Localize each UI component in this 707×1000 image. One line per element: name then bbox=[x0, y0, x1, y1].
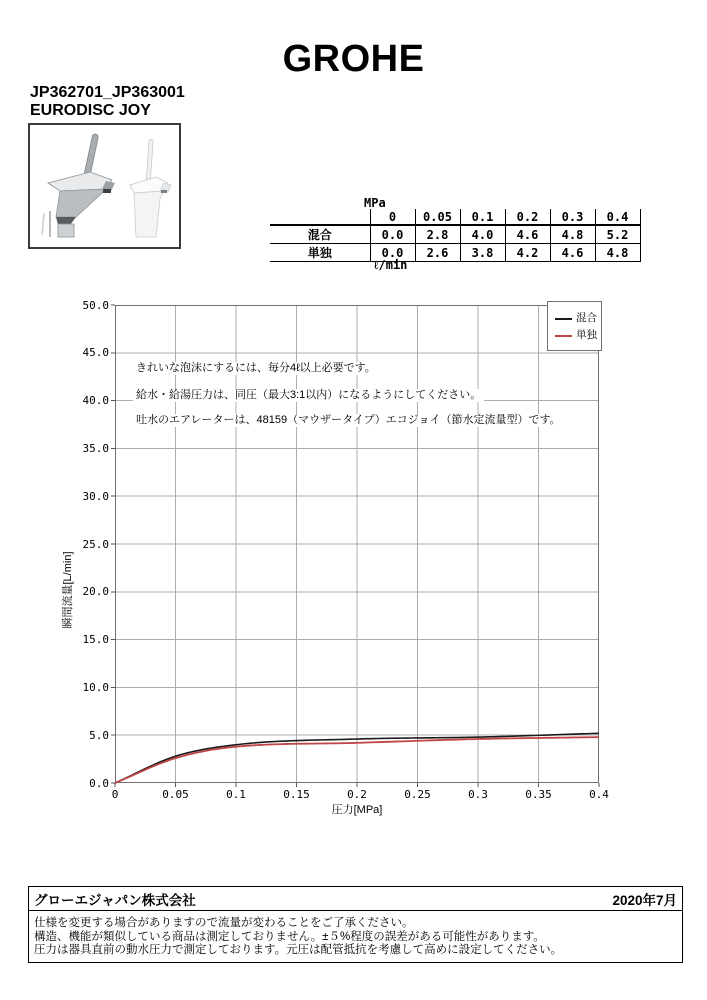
flow-rate-table bbox=[270, 209, 641, 262]
table-corner-cell bbox=[270, 209, 370, 225]
flow-value-cell: 4.6 bbox=[505, 225, 550, 244]
faucet-product-image bbox=[30, 125, 179, 247]
flow-value-cell: 0.0 bbox=[370, 225, 415, 244]
pressure-header-cell: 0.1 bbox=[460, 209, 505, 225]
y-tick-label: 45.0 bbox=[82, 346, 109, 360]
product-image-box bbox=[28, 123, 181, 249]
footer-header bbox=[29, 887, 682, 911]
legend-item-single bbox=[555, 327, 601, 344]
x-axis-title: 圧力[MPa] bbox=[331, 804, 383, 816]
pressure-header-cell: 0.4 bbox=[595, 209, 640, 225]
product-code: JP362701_JP363001 bbox=[30, 84, 185, 101]
y-tick-label: 20.0 bbox=[82, 585, 109, 599]
pressure-header-cell: 0.2 bbox=[505, 209, 550, 225]
y-tick-label: 10.0 bbox=[82, 680, 109, 694]
x-tick-label: 0.3 bbox=[468, 788, 488, 801]
footer-note: 仕様を変更する場合がありますので流量が変わることをご了承ください。 bbox=[34, 917, 414, 929]
y-tick-label: 40.0 bbox=[82, 394, 109, 408]
footer-notes bbox=[29, 911, 682, 962]
flow-chart-plot bbox=[115, 305, 599, 783]
legend-label: 混合 bbox=[576, 312, 597, 324]
y-tick-label: 50.0 bbox=[82, 298, 109, 312]
flow-value-cell: 4.6 bbox=[550, 244, 595, 262]
pressure-header-cell: 0.05 bbox=[415, 209, 460, 225]
y-tick-label: 35.0 bbox=[82, 441, 109, 455]
y-tick-label: 30.0 bbox=[82, 489, 109, 503]
y-tick-label: 25.0 bbox=[82, 537, 109, 551]
x-tick-label: 0.4 bbox=[589, 788, 609, 801]
x-tick-label: 0.35 bbox=[525, 788, 552, 801]
flow-value-cell: 4.8 bbox=[550, 225, 595, 244]
flow-value-cell: 4.0 bbox=[460, 225, 505, 244]
chart-legend bbox=[547, 301, 602, 351]
x-tick-label: 0.05 bbox=[162, 788, 189, 801]
pressure-header-cell: 0.3 bbox=[550, 209, 595, 225]
legend-label: 単独 bbox=[576, 329, 597, 341]
table-row-single bbox=[270, 244, 640, 262]
y-axis-title: 瞬間流量[L/min] bbox=[62, 551, 74, 629]
legend-item-mixed bbox=[555, 310, 601, 327]
chart-annotation: 吐水のエアレーターは、48159（マウザータイプ）エコジョイ（節水定流量型）です。 bbox=[133, 414, 564, 427]
y-tick-label: 0.0 bbox=[89, 776, 109, 790]
row-label: 単独 bbox=[270, 244, 370, 262]
table-row-mixed bbox=[270, 225, 640, 244]
flow-unit-label: ℓ/min bbox=[374, 258, 408, 272]
flow-value-cell: 4.2 bbox=[505, 244, 550, 262]
legend-line-mixed-icon bbox=[555, 318, 572, 320]
x-tick-label: 0.2 bbox=[347, 788, 367, 801]
x-tick-label: 0.25 bbox=[404, 788, 431, 801]
footer-note: 圧力は器具直前の動水圧力で測定しております。元圧は配管抵抗を考慮して高めに設定してください。 bbox=[34, 944, 563, 956]
x-tick-label: 0.15 bbox=[283, 788, 310, 801]
flow-value-cell: 5.2 bbox=[595, 225, 640, 244]
table-header-row bbox=[270, 209, 640, 225]
flow-value-cell: 0.0 bbox=[370, 244, 415, 262]
flow-value-cell: 3.8 bbox=[460, 244, 505, 262]
row-label: 混合 bbox=[270, 225, 370, 244]
pressure-header-cell: 0 bbox=[370, 209, 415, 225]
y-tick-label: 15.0 bbox=[82, 633, 109, 647]
x-tick-label: 0.1 bbox=[226, 788, 246, 801]
brand-logo: GROHE bbox=[282, 38, 425, 80]
pressure-unit-label: MPa bbox=[364, 196, 386, 210]
flow-value-cell: 2.6 bbox=[415, 244, 460, 262]
y-tick-label: 5.0 bbox=[89, 728, 109, 742]
footer-box bbox=[28, 886, 683, 963]
product-header bbox=[30, 84, 185, 120]
chart-annotation: 給水・給湯圧力は、同圧（最大3:1以内）になるようにしてください。 bbox=[133, 389, 484, 402]
product-name: EURODISC JOY bbox=[30, 102, 151, 119]
footer-note: 構造、機能が類似している商品は測定しておりません。±５%程度の誤差がある可能性があります。 bbox=[34, 930, 545, 943]
company-name: グローエジャパン株式会社 bbox=[34, 893, 196, 908]
chart-annotation: きれいな泡沫にするには、毎分4ℓ以上必要です。 bbox=[133, 362, 379, 375]
legend-line-single-icon bbox=[555, 335, 572, 337]
x-tick-label: 0 bbox=[111, 788, 119, 801]
issue-date: 2020年7月 bbox=[612, 893, 677, 908]
flow-value-cell: 4.8 bbox=[595, 244, 640, 262]
flow-value-cell: 2.8 bbox=[415, 225, 460, 244]
